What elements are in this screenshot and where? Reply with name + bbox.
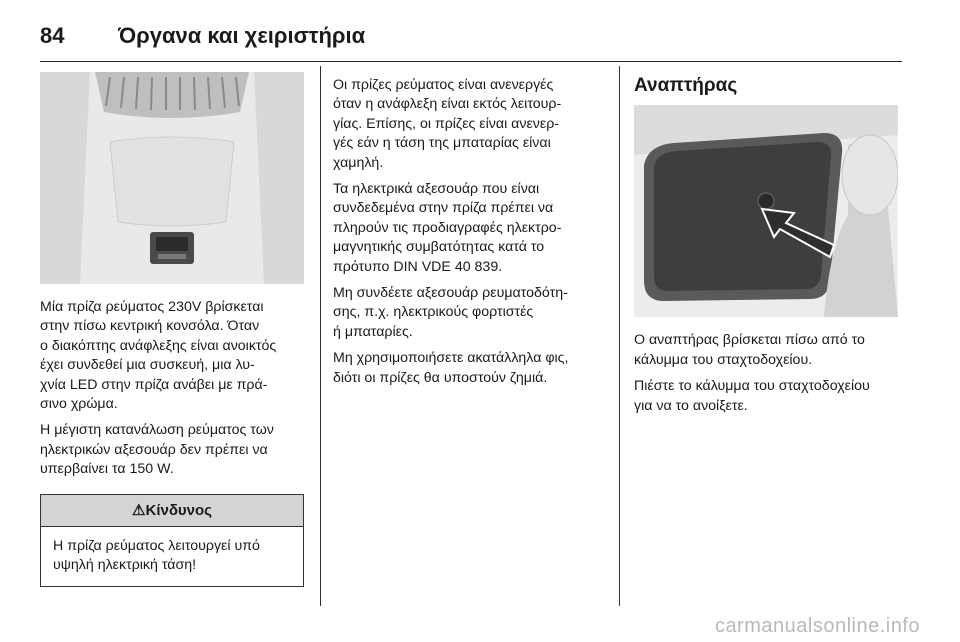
paragraph-7: Ο αναπτήρας βρίσκεται πίσω από το κάλυμμα του σταχτοδοχείου. — [634, 332, 865, 368]
page-number: 84 — [40, 23, 65, 48]
paragraph-3: Οι πρίζες ρεύματος είναι ανενεργές όταν η ανάφλεξη είναι εκτός λειτουρ- γίας. Επίσης, οι πρίζες είναι ανενερ- γές εάν η τάση της μπαταρίας είναι χαμηλή. — [333, 77, 562, 171]
rear-console-power-outlet-image — [40, 72, 304, 284]
paragraph-1: Μία πρίζα ρεύματος 230V βρίσκεται στην πίσω κεντρική κονσόλα. Όταν ο διακόπτης ανάφλεξης είναι ανοικτός έχει συνδεθεί μια συσκευή, μια λυ- χνία LED στην πρίζα ανάβει με πρά- σινο χρώμα. — [40, 299, 277, 413]
page-title: Όργανα και χειριστήρια — [118, 23, 366, 48]
column-1 — [40, 72, 304, 587]
cigarette-lighter-cover-image — [634, 105, 898, 317]
page-header — [40, 16, 920, 56]
paragraph-6: Μη χρησιμοποιήσετε ακατάλληλα φις, διότι οι πρίζες θα υποστούν ζημιά. — [333, 350, 569, 386]
column-divider-1 — [320, 66, 321, 606]
danger-header — [41, 495, 303, 527]
danger-text: Η πρίζα ρεύματος λειτουργεί υπό υψηλή ηλεκτρική τάση! — [53, 538, 260, 574]
section-title: Αναπτήρας — [634, 75, 738, 96]
danger-title: Κίνδυνος — [145, 501, 212, 519]
watermark: carmanualsonline.info — [714, 615, 920, 637]
column-3 — [634, 72, 904, 423]
column-2 — [333, 76, 608, 395]
header-rule — [40, 61, 902, 62]
paragraph-4: Τα ηλεκτρικά αξεσουάρ που είναι συνδεδεμένα στην πρίζα πρέπει να πληρούν τις προδιαγραφές ηλεκτρο- μαγνητικής συμβατότητας κατά το πρότυπο DIN VDE 40 839. — [333, 181, 562, 275]
paragraph-2: Η μέγιστη κατανάλωση ρεύματος των ηλεκτρικών αξεσουάρ δεν πρέπει να υπερβαίνει τα 150 W. — [40, 422, 274, 478]
warning-triangle-icon: ⚠ — [132, 501, 146, 519]
paragraph-8: Πιέστε το κάλυμμα του σταχτοδοχείου για να το ανοίξετε. — [634, 378, 870, 414]
paragraph-5: Μη συνδέετε αξεσουάρ ρευματοδότη- σης, π.χ. ηλεκτρικούς φορτιστές ή μπαταρίες. — [333, 285, 568, 340]
column-divider-2 — [619, 66, 620, 606]
danger-box — [40, 494, 304, 587]
